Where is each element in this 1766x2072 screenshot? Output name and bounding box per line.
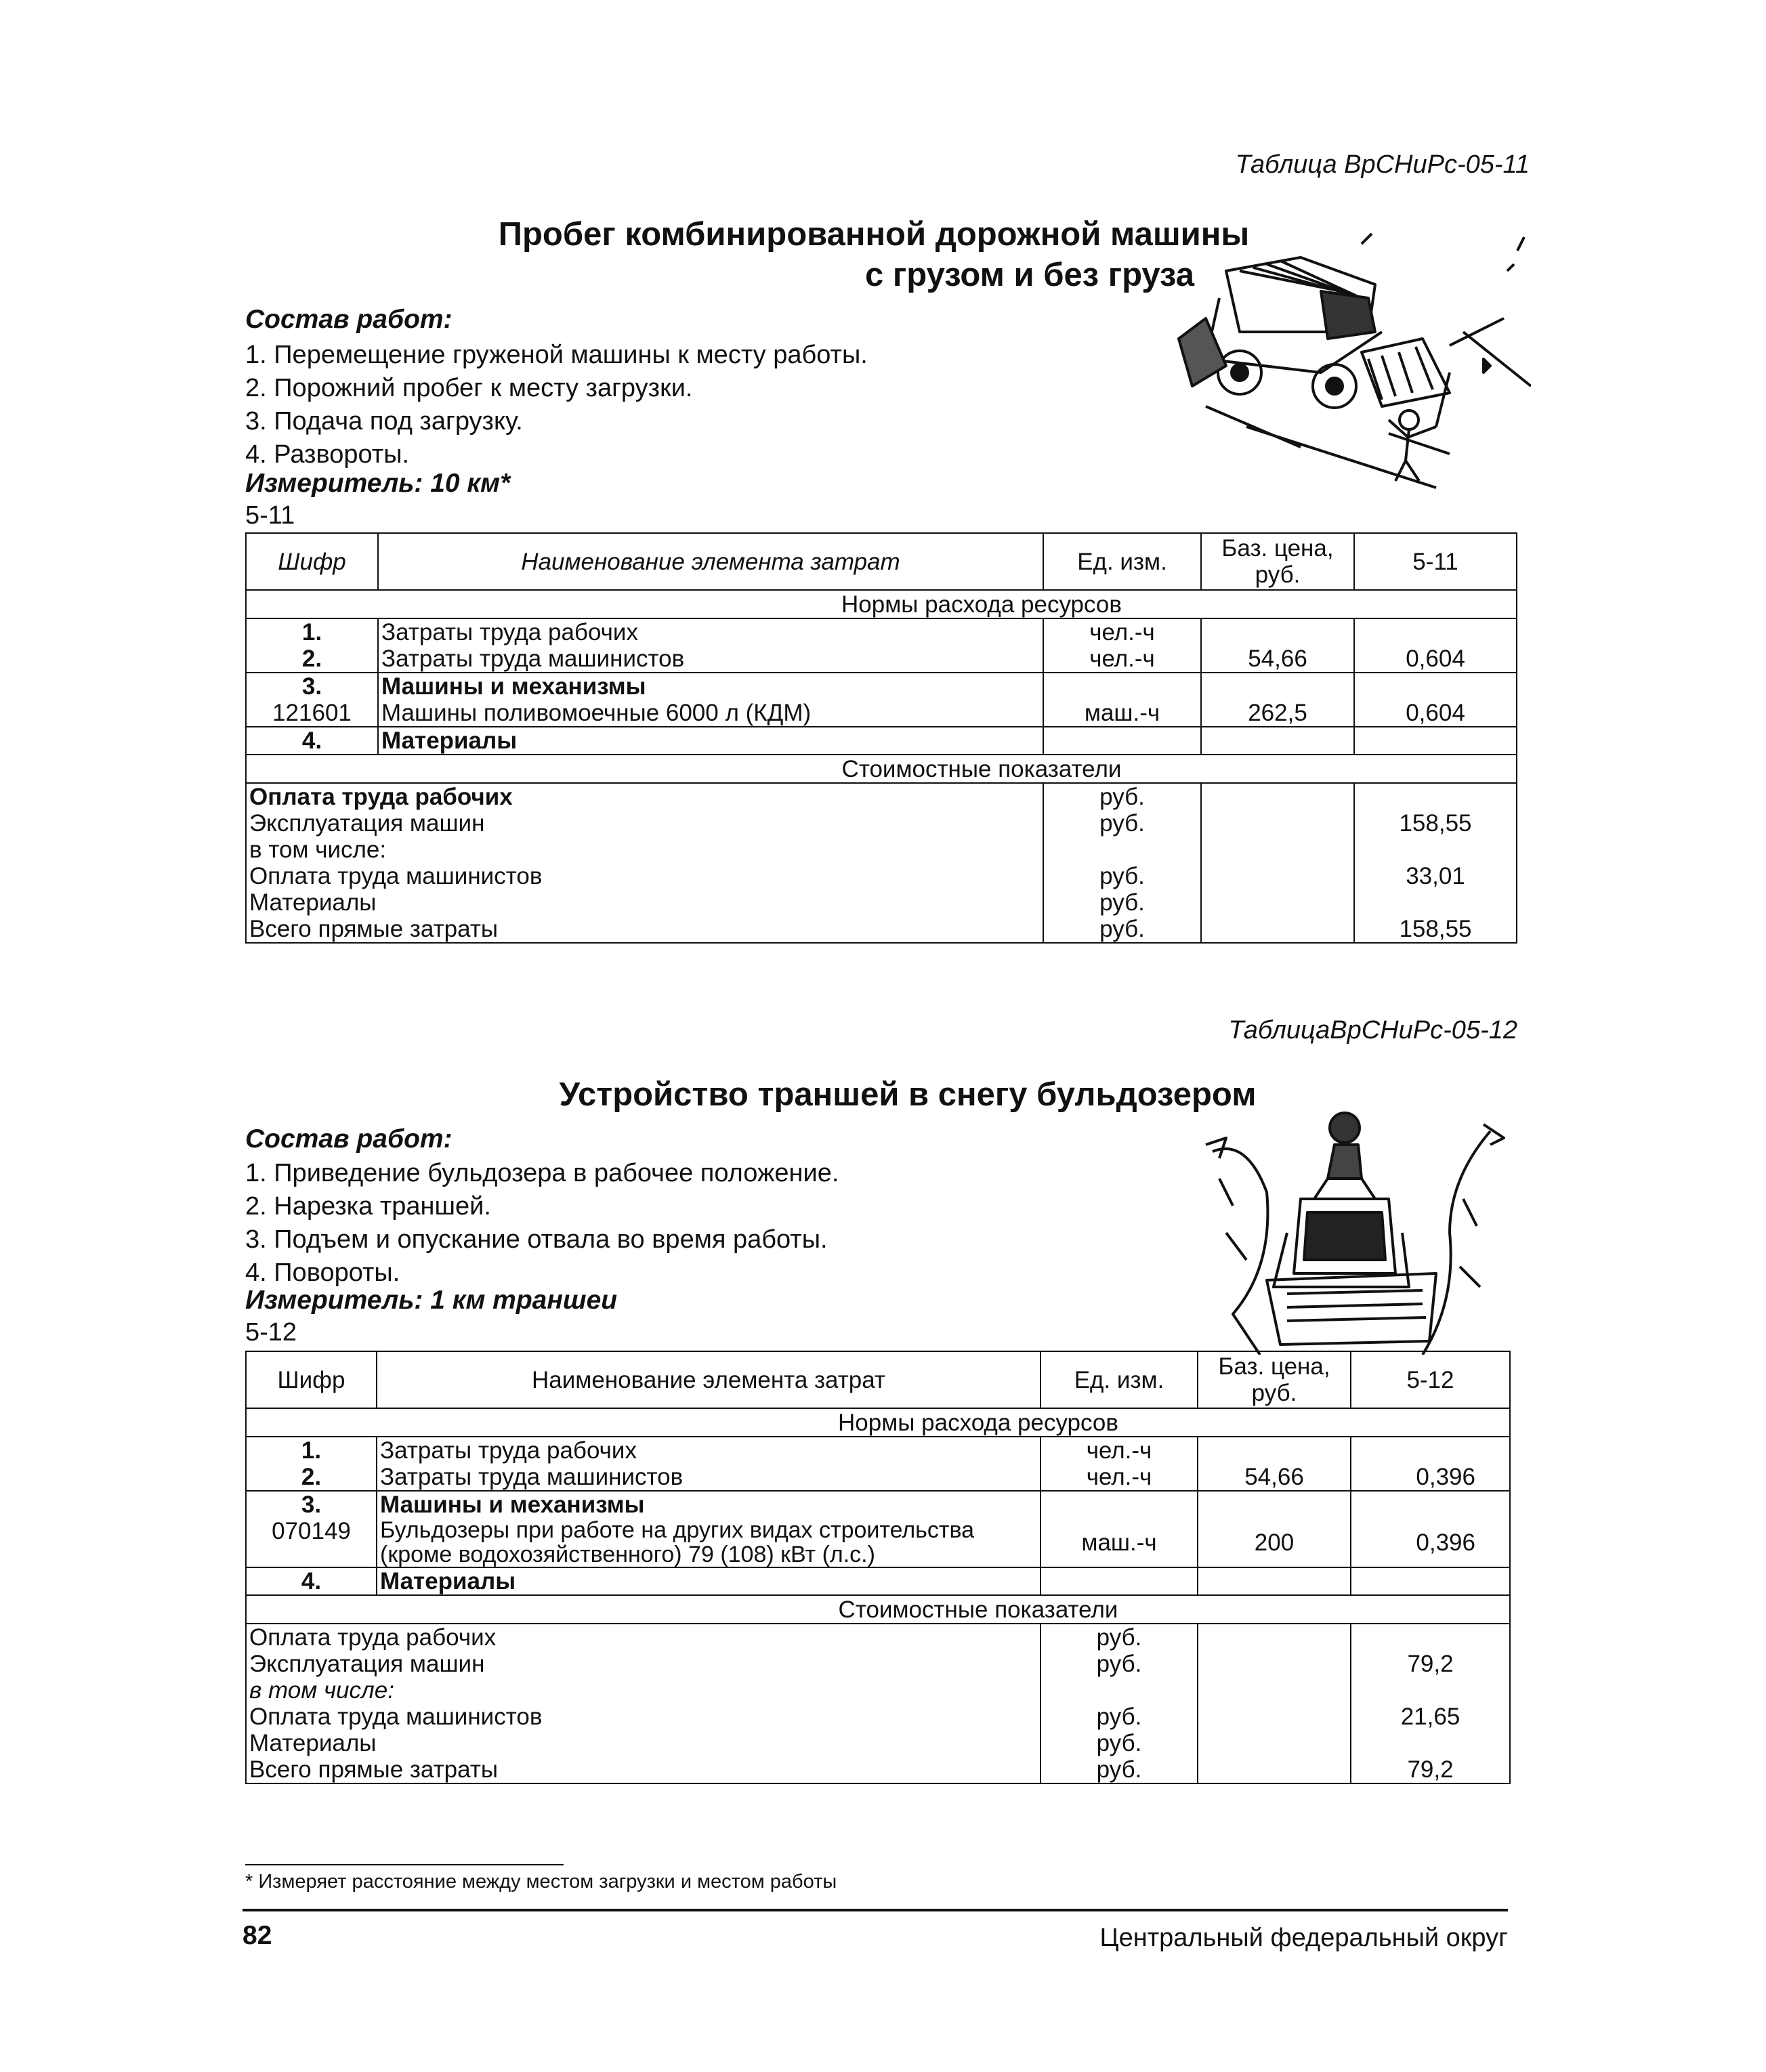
row-price [1198, 1567, 1351, 1595]
row-name: Материалы [377, 1567, 1040, 1595]
row-value [1354, 673, 1517, 700]
row-price [1201, 673, 1354, 700]
row-cipher: 4. [246, 1567, 377, 1595]
cost-row [246, 889, 1517, 916]
cost-name: Оплата труда рабочих [246, 1624, 1040, 1651]
footer-rule [243, 1909, 1508, 1911]
cost-unit [1040, 1677, 1198, 1704]
composition-heading: Состав работ: [245, 1124, 453, 1154]
norms-band: Нормы расхода ресурсов [246, 590, 1517, 618]
row-value [1351, 1491, 1510, 1518]
cost-unit: руб. [1040, 1730, 1198, 1756]
cost-value [1351, 1677, 1510, 1704]
row-name: Материалы [378, 727, 1043, 755]
row-name: Машины и механизмы [377, 1491, 1040, 1518]
work-step: 4. Повороты. [245, 1259, 400, 1287]
cost-name: Оплата труда машинистов [246, 1704, 1040, 1730]
row-value: 0,396 [1351, 1518, 1510, 1567]
footnote-rule [245, 1864, 564, 1865]
cost-value [1351, 1730, 1510, 1756]
table-caption: Таблица ВрСНиРс-05-11 [1235, 150, 1530, 179]
rate-code: 5-12 [245, 1318, 297, 1347]
cost-unit: руб. [1043, 783, 1201, 810]
table-row [246, 618, 1517, 646]
row-name: Машины поливомоечные 6000 л (КДМ) [378, 700, 1043, 727]
rate-code: 5-11 [245, 501, 295, 530]
work-step: 1. Приведение бульдозера в рабочее положение. [245, 1159, 839, 1187]
measure-unit: Измеритель: 1 км траншеи [245, 1286, 618, 1315]
table-row [246, 1567, 1510, 1595]
cost-unit: руб. [1040, 1651, 1198, 1677]
table-row [246, 673, 1517, 700]
row-value [1354, 618, 1517, 646]
row-value: 0,396 [1351, 1464, 1510, 1491]
row-unit [1043, 673, 1201, 700]
row-cipher: 121601 [246, 700, 378, 727]
cost-unit: руб. [1043, 889, 1201, 916]
column-header-name: Наименование элемента затрат [378, 533, 1043, 590]
column-header-unit: Ед. изм. [1043, 533, 1201, 590]
cost-row [246, 916, 1517, 943]
cost-row [246, 837, 1517, 863]
row-price [1201, 618, 1354, 646]
cost-table [245, 532, 1517, 944]
row-price: 54,66 [1198, 1464, 1351, 1491]
cost-table [245, 1351, 1511, 1784]
bulldozer-illustration [1192, 1097, 1511, 1355]
cost-name: Всего прямые затраты [246, 916, 1043, 943]
cost-value: 21,65 [1351, 1704, 1510, 1730]
work-step: 1. Перемещение груженой машины к месту работы. [245, 341, 868, 369]
page-number: 82 [243, 1921, 272, 1950]
row-unit [1040, 1491, 1198, 1518]
cost-band: Стоимостные показатели [246, 1595, 1510, 1624]
column-header-name: Наименование элемента затрат [377, 1351, 1040, 1408]
cost-unit: руб. [1040, 1624, 1198, 1651]
row-cipher: 2. [246, 646, 378, 673]
cost-name: Оплата труда рабочих [246, 783, 1043, 810]
cost-unit: руб. [1040, 1704, 1198, 1730]
cost-unit: руб. [1043, 916, 1201, 943]
row-value: 0,604 [1354, 646, 1517, 673]
row-cipher: 1. [246, 618, 378, 646]
row-unit: маш.-ч [1043, 700, 1201, 727]
column-header-code: 5-12 [1351, 1351, 1510, 1408]
row-unit: маш.-ч [1040, 1518, 1198, 1567]
table-row [246, 1491, 1510, 1518]
row-value: 0,604 [1354, 700, 1517, 727]
cost-value [1354, 837, 1517, 863]
row-cipher: 1. [246, 1437, 377, 1464]
work-steps-list [245, 1157, 839, 1290]
cost-row [246, 863, 1517, 889]
row-value [1351, 1567, 1510, 1595]
footnote: * Измеряет расстояние между местом загрузки и местом работы [245, 1871, 837, 1893]
row-name: Затраты труда рабочих [377, 1437, 1040, 1464]
row-unit: чел.-ч [1043, 646, 1201, 673]
norms-band: Нормы расхода ресурсов [246, 1408, 1510, 1437]
cost-row [246, 1651, 1510, 1677]
cost-name: в том числе: [246, 837, 1043, 863]
column-header-cipher: Шифр [246, 533, 378, 590]
work-steps-list [245, 339, 868, 471]
row-cipher: 070149 [246, 1518, 377, 1567]
row-name: Машины и механизмы [378, 673, 1043, 700]
column-header-price: Баз. цена, руб. [1201, 533, 1354, 590]
cost-name: Всего прямые затраты [246, 1756, 1040, 1783]
row-cipher: 3. [246, 1491, 377, 1518]
cost-row [246, 1730, 1510, 1756]
row-name: Бульдозеры при работе на других видах строительства (кроме водохозяйственного) 79 (108) кВт (л.с.) [377, 1518, 1040, 1567]
cost-unit: руб. [1043, 863, 1201, 889]
cost-name: Эксплуатация машин [246, 810, 1043, 837]
cost-value [1354, 783, 1517, 810]
table-row [246, 1437, 1510, 1464]
row-name: Затраты труда машинистов [377, 1464, 1040, 1491]
row-price [1198, 1491, 1351, 1518]
work-step: 2. Нарезка траншей. [245, 1192, 491, 1221]
cost-unit [1043, 837, 1201, 863]
cost-row [246, 810, 1517, 837]
row-price: 262,5 [1201, 700, 1354, 727]
row-price: 200 [1198, 1518, 1351, 1567]
column-header-unit: Ед. изм. [1040, 1351, 1198, 1408]
cost-name: Эксплуатация машин [246, 1651, 1040, 1677]
row-unit: чел.-ч [1043, 618, 1201, 646]
cost-row [246, 783, 1517, 810]
row-name: Затраты труда рабочих [378, 618, 1043, 646]
table-row [246, 700, 1517, 727]
work-step: 3. Подача под загрузку. [245, 407, 523, 436]
cost-value: 158,55 [1354, 916, 1517, 943]
row-name: Затраты труда машинистов [378, 646, 1043, 673]
cost-name: Материалы [246, 1730, 1040, 1756]
row-cipher: 3. [246, 673, 378, 700]
table-row [246, 646, 1517, 673]
row-cipher: 2. [246, 1464, 377, 1491]
cost-row [246, 1704, 1510, 1730]
cost-name: в том числе: [246, 1677, 1040, 1704]
row-value [1351, 1437, 1510, 1464]
row-unit [1040, 1567, 1198, 1595]
row-cipher: 4. [246, 727, 378, 755]
table-row [246, 1518, 1510, 1567]
row-price [1198, 1437, 1351, 1464]
work-step: 2. Порожний пробег к месту загрузки. [245, 374, 693, 402]
cost-name: Оплата труда машинистов [246, 863, 1043, 889]
cost-name: Материалы [246, 889, 1043, 916]
column-header-code: 5-11 [1354, 533, 1517, 590]
table-row [246, 727, 1517, 755]
road-machine-illustration [1165, 230, 1531, 494]
cost-row [246, 1624, 1510, 1651]
table-row [246, 1464, 1510, 1491]
cost-unit: руб. [1043, 810, 1201, 837]
cost-band: Стоимостные показатели [246, 755, 1517, 783]
work-step: 3. Подъем и опускание отвала во время работы. [245, 1225, 828, 1254]
work-step: 4. Развороты. [245, 440, 410, 469]
row-unit: чел.-ч [1040, 1437, 1198, 1464]
cost-value [1351, 1624, 1510, 1651]
row-unit [1043, 727, 1201, 755]
section-title-line1: Пробег комбинированной дорожной машины [498, 216, 1250, 253]
column-header-price: Баз. цена, руб. [1198, 1351, 1351, 1408]
running-title: Центральный федеральный округ [1099, 1924, 1508, 1952]
cost-value: 79,2 [1351, 1756, 1510, 1783]
row-price: 54,66 [1201, 646, 1354, 673]
row-value [1354, 727, 1517, 755]
cost-row [246, 1677, 1510, 1704]
cost-unit: руб. [1040, 1756, 1198, 1783]
row-unit: чел.-ч [1040, 1464, 1198, 1491]
section-title-line2: с грузом и без груза [865, 257, 1194, 293]
cost-value: 33,01 [1354, 863, 1517, 889]
row-price [1201, 727, 1354, 755]
cost-value: 158,55 [1354, 810, 1517, 837]
column-header-cipher: Шифр [246, 1351, 377, 1408]
cost-value: 79,2 [1351, 1651, 1510, 1677]
composition-heading: Состав работ: [245, 305, 453, 334]
cost-value [1354, 889, 1517, 916]
table-caption: ТаблицаВрСНиРс-05-12 [1228, 1016, 1517, 1044]
cost-row [246, 1756, 1510, 1783]
measure-unit: Измеритель: 10 км* [245, 469, 511, 498]
section-title-line1: Устройство траншей в снегу бульдозером [559, 1076, 1257, 1113]
